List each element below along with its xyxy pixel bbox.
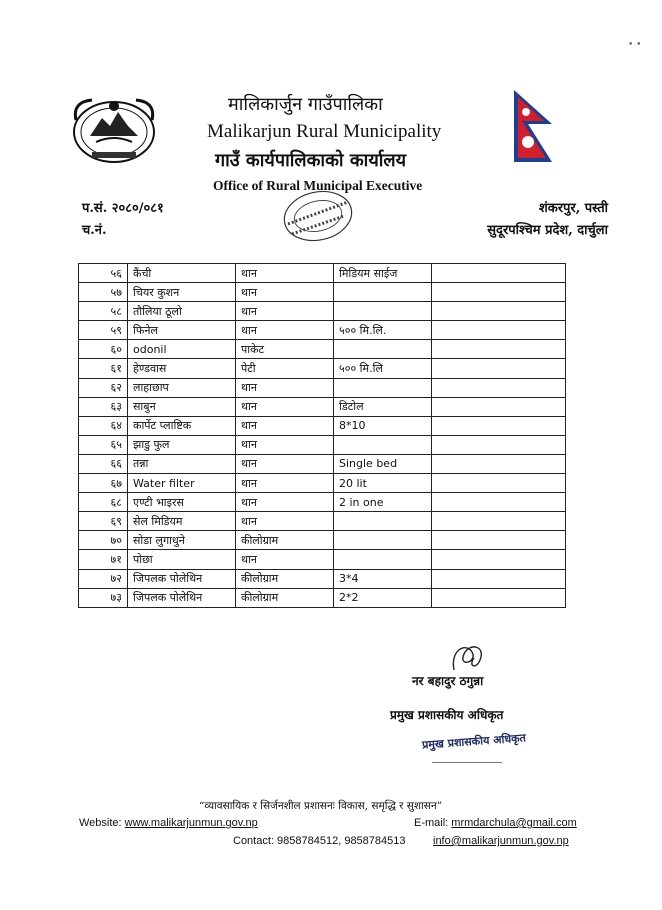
row-serial-number: ७१ bbox=[79, 550, 128, 569]
row-item-name: सोडा लुगाधुने bbox=[128, 531, 236, 550]
table-row bbox=[79, 283, 566, 302]
corner-mark: • • bbox=[628, 40, 642, 50]
row-remarks bbox=[432, 397, 566, 416]
row-specification bbox=[334, 550, 432, 569]
table-row bbox=[79, 512, 566, 531]
row-item-name: तौलिया ठूलो bbox=[128, 302, 236, 321]
row-specification: ५०० मि.लि bbox=[334, 359, 432, 378]
table-row bbox=[79, 340, 566, 359]
row-unit: थान bbox=[236, 397, 334, 416]
dispatch-number: च.नं. bbox=[82, 223, 107, 238]
signatory-title: प्रमुख प्रशासकीय अधिकृत bbox=[390, 708, 504, 722]
row-serial-number: ५६ bbox=[79, 264, 128, 283]
row-remarks bbox=[432, 264, 566, 283]
row-item-name: एण्टी भाइरस bbox=[128, 493, 236, 512]
row-serial-number: ६८ bbox=[79, 493, 128, 512]
table-row bbox=[79, 435, 566, 454]
email-line bbox=[414, 817, 577, 829]
row-specification: 3*4 bbox=[334, 569, 432, 588]
row-serial-number: ६९ bbox=[79, 512, 128, 531]
row-unit: थान bbox=[236, 321, 334, 340]
address-line-1: शंकरपुर, पस्ती bbox=[538, 201, 608, 216]
row-item-name: लाहाछाप bbox=[128, 378, 236, 397]
contact-line bbox=[233, 835, 406, 847]
items-table bbox=[78, 263, 566, 608]
row-specification: 8*10 bbox=[334, 416, 432, 435]
row-serial-number: ६० bbox=[79, 340, 128, 359]
row-unit: थान bbox=[236, 302, 334, 321]
row-serial-number: ५७ bbox=[79, 283, 128, 302]
table-row bbox=[79, 264, 566, 283]
row-remarks bbox=[432, 378, 566, 397]
row-item-name: कार्पेट प्लाष्टिक bbox=[128, 416, 236, 435]
row-remarks bbox=[432, 474, 566, 493]
row-specification: डिटोल bbox=[334, 397, 432, 416]
signatory-stamp: प्रमुख प्रशासकीय अधिकृत bbox=[421, 731, 527, 752]
row-specification bbox=[334, 378, 432, 397]
address-line-2: सुदूरपश्चिम प्रदेश, दार्चुला bbox=[487, 223, 608, 238]
row-remarks bbox=[432, 531, 566, 550]
row-unit: थान bbox=[236, 454, 334, 473]
table-row bbox=[79, 493, 566, 512]
row-specification: मिडियम साईज bbox=[334, 264, 432, 283]
row-unit: कीलोग्राम bbox=[236, 588, 334, 607]
row-serial-number: ७० bbox=[79, 531, 128, 550]
signature-underline bbox=[432, 762, 502, 763]
row-specification: 20 lit bbox=[334, 474, 432, 493]
row-serial-number: ६१ bbox=[79, 359, 128, 378]
row-remarks bbox=[432, 283, 566, 302]
row-item-name: झाडु फुल bbox=[128, 435, 236, 454]
reference-block bbox=[82, 198, 164, 242]
row-remarks bbox=[432, 435, 566, 454]
row-remarks bbox=[432, 512, 566, 531]
row-unit: थान bbox=[236, 435, 334, 454]
row-item-name: फिनेल bbox=[128, 321, 236, 340]
table-row bbox=[79, 588, 566, 607]
row-unit: थान bbox=[236, 416, 334, 435]
row-serial-number: ६२ bbox=[79, 378, 128, 397]
contact-label: Contact: bbox=[233, 835, 274, 847]
row-unit: थान bbox=[236, 474, 334, 493]
row-item-name: जिपलक पोलेथिन bbox=[128, 569, 236, 588]
row-serial-number: ६४ bbox=[79, 416, 128, 435]
table-row bbox=[79, 569, 566, 588]
row-serial-number: ७२ bbox=[79, 569, 128, 588]
office-stamp-icon bbox=[268, 188, 368, 248]
row-unit: थान bbox=[236, 550, 334, 569]
row-item-name: तन्ना bbox=[128, 454, 236, 473]
row-serial-number: ६३ bbox=[79, 397, 128, 416]
table-row bbox=[79, 550, 566, 569]
row-item-name: चियर कुशन bbox=[128, 283, 236, 302]
table-row bbox=[79, 416, 566, 435]
row-remarks bbox=[432, 493, 566, 512]
office-name-english: Office of Rural Municipal Executive bbox=[213, 178, 423, 193]
row-item-name: पोछा bbox=[128, 550, 236, 569]
row-specification: 2*2 bbox=[334, 588, 432, 607]
row-remarks bbox=[432, 588, 566, 607]
municipality-name-nepali: मालिकार्जुन गाउँपालिका bbox=[228, 94, 383, 115]
row-serial-number: ५९ bbox=[79, 321, 128, 340]
email-link[interactable]: mrmdarchula@gmail.com bbox=[451, 817, 577, 829]
info-email-line bbox=[433, 835, 569, 847]
row-remarks bbox=[432, 302, 566, 321]
row-specification: 2 in one bbox=[334, 493, 432, 512]
row-unit: थान bbox=[236, 283, 334, 302]
items-table-body bbox=[79, 264, 566, 608]
website-link[interactable]: www.malikarjunmun.gov.np bbox=[124, 817, 258, 829]
row-specification bbox=[334, 531, 432, 550]
address-block bbox=[468, 198, 608, 242]
row-item-name: Water filter bbox=[128, 474, 236, 493]
row-remarks bbox=[432, 454, 566, 473]
row-serial-number: ६६ bbox=[79, 454, 128, 473]
row-serial-number: ६५ bbox=[79, 435, 128, 454]
row-unit: थान bbox=[236, 378, 334, 397]
contact-phones: 9858784512, 9858784513 bbox=[277, 835, 406, 847]
office-name-nepali: गाउँ कार्यपालिकाको कार्यालय bbox=[215, 150, 407, 171]
municipal-emblem-icon bbox=[70, 92, 158, 164]
row-item-name: हेण्डवास bbox=[128, 359, 236, 378]
row-specification bbox=[334, 512, 432, 531]
row-remarks bbox=[432, 569, 566, 588]
email-label: E-mail: bbox=[414, 817, 449, 829]
row-unit: कीलोग्राम bbox=[236, 531, 334, 550]
row-specification bbox=[334, 302, 432, 321]
row-item-name: साबुन bbox=[128, 397, 236, 416]
row-unit: थान bbox=[236, 493, 334, 512]
row-serial-number: ५८ bbox=[79, 302, 128, 321]
row-unit: पेटी bbox=[236, 359, 334, 378]
table-row bbox=[79, 359, 566, 378]
table-row bbox=[79, 454, 566, 473]
table-row bbox=[79, 531, 566, 550]
row-remarks bbox=[432, 359, 566, 378]
table-row bbox=[79, 397, 566, 416]
row-unit: कीलोग्राम bbox=[236, 569, 334, 588]
row-remarks bbox=[432, 550, 566, 569]
row-remarks bbox=[432, 321, 566, 340]
row-specification bbox=[334, 340, 432, 359]
row-specification bbox=[334, 435, 432, 454]
municipality-name-english: Malikarjun Rural Municipality bbox=[207, 121, 442, 142]
row-unit: पाकेट bbox=[236, 340, 334, 359]
row-unit: थान bbox=[236, 264, 334, 283]
row-specification: ५०० मि.लि. bbox=[334, 321, 432, 340]
row-remarks bbox=[432, 340, 566, 359]
table-row bbox=[79, 302, 566, 321]
footer-motto: “व्यावसायिक र सिर्जनशील प्रशासनः विकास, समृद्धि र सुशासन” bbox=[199, 800, 443, 812]
row-remarks bbox=[432, 416, 566, 435]
row-item-name: कैंची bbox=[128, 264, 236, 283]
row-item-name: odonil bbox=[128, 340, 236, 359]
nepal-flag-icon bbox=[512, 88, 556, 166]
table-row bbox=[79, 378, 566, 397]
table-row bbox=[79, 321, 566, 340]
signature-scribble-icon bbox=[448, 640, 488, 676]
website-line bbox=[79, 817, 258, 829]
row-serial-number: ७३ bbox=[79, 588, 128, 607]
row-serial-number: ६७ bbox=[79, 474, 128, 493]
row-item-name: जिपलक पोलेथिन bbox=[128, 588, 236, 607]
website-label: Website: bbox=[79, 817, 122, 829]
row-specification: Single bed bbox=[334, 454, 432, 473]
signatory-name: नर बहादुर ठगुन्ना bbox=[412, 674, 484, 688]
row-unit: थान bbox=[236, 512, 334, 531]
reference-number: प.सं. २०८०/०८१ bbox=[82, 201, 164, 216]
table-row bbox=[79, 474, 566, 493]
row-specification bbox=[334, 283, 432, 302]
info-email-link[interactable]: info@malikarjunmun.gov.np bbox=[433, 835, 569, 847]
row-item-name: सेल मिडियम bbox=[128, 512, 236, 531]
